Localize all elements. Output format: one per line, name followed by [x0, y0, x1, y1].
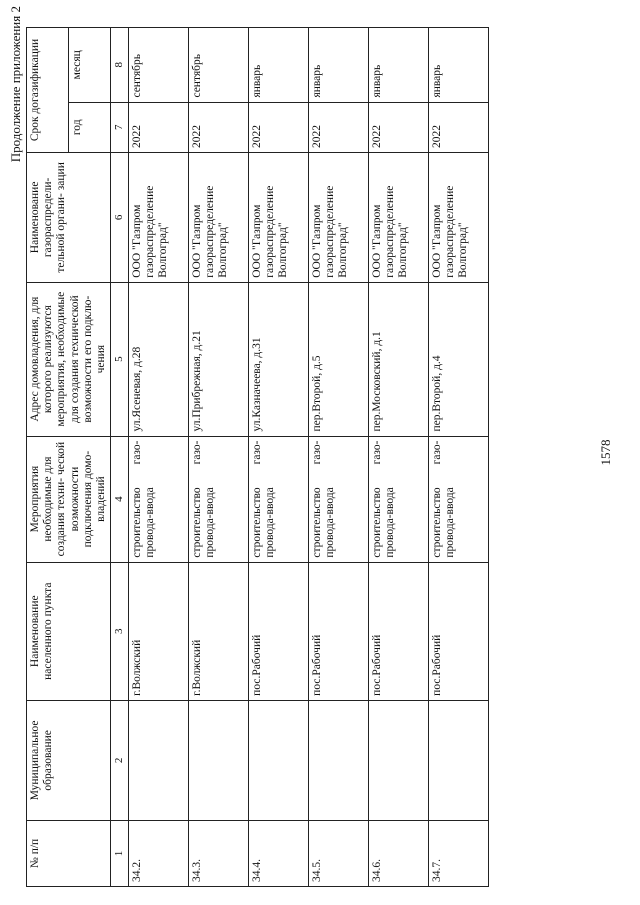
column-number: 1 — [111, 820, 129, 886]
header-row — [27, 28, 69, 887]
cell-month: январь — [248, 28, 308, 103]
cell-address: пер.Второй, д.4 — [428, 282, 488, 436]
cell-municipality — [428, 700, 488, 820]
header-settlement: Наименование населенного пункта — [27, 562, 111, 700]
cell-month: январь — [428, 28, 488, 103]
cell-measures: строительство газо- провода-ввода — [128, 436, 188, 562]
cell-number: 34.5. — [308, 820, 368, 886]
header-measures: Мероприятия необходимые для создания техни- ческой возможности подключения домо- владений — [27, 436, 111, 562]
cell-address: ул.Казначеева, д.31 — [248, 282, 308, 436]
cell-settlement: пос.Рабочий — [368, 562, 428, 700]
table-row — [128, 28, 188, 887]
cell-address: пер.Второй, д.5 — [308, 282, 368, 436]
cell-measures: строительство газо- провода-ввода — [308, 436, 368, 562]
cell-municipality — [248, 700, 308, 820]
cell-month: январь — [308, 28, 368, 103]
header-deadline: Срок догазификации — [27, 28, 69, 153]
column-number-row — [111, 28, 129, 887]
cell-year: 2022 — [128, 102, 188, 152]
table-row — [308, 28, 368, 887]
cell-settlement: пос.Рабочий — [428, 562, 488, 700]
cell-settlement: пос.Рабочий — [308, 562, 368, 700]
page-number: 1578 — [598, 439, 613, 466]
table-row — [188, 28, 248, 887]
cell-organization: ООО "Газпром газораспределение Волгоград" — [368, 153, 428, 283]
cell-measures: строительство газо- провода-ввода — [368, 436, 428, 562]
header-address: Адрес домовладения, для которого реализуются мероприятия, необходимые для создания технической возможности его подклю- чения — [27, 282, 111, 436]
cell-year: 2022 — [428, 102, 488, 152]
cell-organization: ООО "Газпром газораспределение Волгоград" — [188, 153, 248, 283]
header-number: № п/п — [27, 820, 111, 886]
column-number: 3 — [111, 562, 129, 700]
cell-settlement: г.Волжский — [188, 562, 248, 700]
cell-settlement: г.Волжский — [128, 562, 188, 700]
column-number: 8 — [111, 28, 129, 103]
table-row — [368, 28, 428, 887]
cell-year: 2022 — [368, 102, 428, 152]
header-month: месяц — [69, 28, 111, 103]
cell-municipality — [308, 700, 368, 820]
cell-municipality — [368, 700, 428, 820]
cell-municipality — [128, 700, 188, 820]
gasification-table — [26, 27, 489, 887]
column-number: 7 — [111, 102, 129, 152]
page-caption: Продолжение приложения 2 — [8, 6, 23, 163]
cell-measures: строительство газо- провода-ввода — [428, 436, 488, 562]
column-number: 5 — [111, 282, 129, 436]
cell-number: 34.3. — [188, 820, 248, 886]
column-number: 2 — [111, 700, 129, 820]
cell-measures: строительство газо- провода-ввода — [248, 436, 308, 562]
table-row — [248, 28, 308, 887]
cell-number: 34.6. — [368, 820, 428, 886]
cell-number: 34.2. — [128, 820, 188, 886]
cell-month: январь — [368, 28, 428, 103]
cell-address: ул.Прибрежная, д.21 — [188, 282, 248, 436]
cell-address: пер.Московский, д.1 — [368, 282, 428, 436]
cell-settlement: пос.Рабочий — [248, 562, 308, 700]
cell-organization: ООО "Газпром газораспределение Волгоград" — [428, 153, 488, 283]
cell-year: 2022 — [248, 102, 308, 152]
cell-organization: ООО "Газпром газораспределение Волгоград" — [308, 153, 368, 283]
column-number: 4 — [111, 436, 129, 562]
cell-organization: ООО "Газпром газораспределение Волгоград" — [248, 153, 308, 283]
cell-number: 34.7. — [428, 820, 488, 886]
cell-municipality — [188, 700, 248, 820]
cell-year: 2022 — [308, 102, 368, 152]
cell-month: сентябрь — [188, 28, 248, 103]
cell-address: ул.Ясеневая, д.28 — [128, 282, 188, 436]
cell-year: 2022 — [188, 102, 248, 152]
cell-measures: строительство газо- провода-ввода — [188, 436, 248, 562]
cell-month: сентябрь — [128, 28, 188, 103]
header-year: год — [69, 102, 111, 152]
table-row — [428, 28, 488, 887]
header-organization: Наименование газораспредели- тельной органи- зации — [27, 153, 111, 283]
header-municipality: Муниципальное образование — [27, 700, 111, 820]
cell-number: 34.4. — [248, 820, 308, 886]
cell-organization: ООО "Газпром газораспределение Волгоград" — [128, 153, 188, 283]
column-number: 6 — [111, 153, 129, 283]
